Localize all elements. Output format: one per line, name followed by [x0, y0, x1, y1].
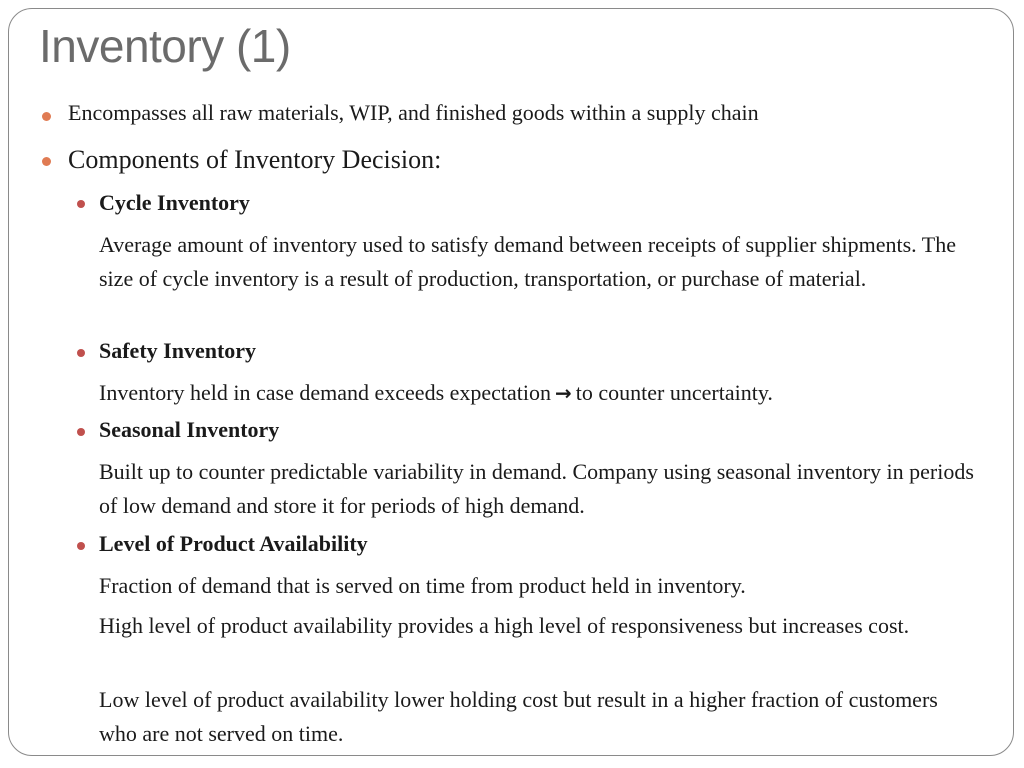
bullet-dot: [42, 157, 51, 166]
bullet-dot: [77, 200, 85, 208]
safety-text-before: Inventory held in case demand exceeds expectation: [99, 380, 552, 405]
cycle-inventory-heading: Cycle Inventory: [99, 190, 250, 215]
safety-inventory-heading: Safety Inventory: [99, 338, 257, 363]
bullet-dot: [77, 349, 85, 357]
intro-bullet: Encompasses all raw materials, WIP, and finished goods within a supply chain: [68, 100, 759, 125]
bullet-dot: [77, 428, 85, 436]
bullet-dot: [77, 542, 85, 550]
availability-text-3: Low level of product availability lower holding cost but result in a higher fraction of customers who are not served on time.: [99, 687, 938, 746]
seasonal-inventory-text: Built up to counter predictable variability in demand. Company using seasonal inventory in periods of low demand and store it for periods of high demand.: [99, 459, 974, 518]
slide-frame: [8, 8, 1014, 756]
components-heading: Components of Inventory Decision:: [68, 145, 442, 174]
arrow-right-icon: →: [555, 381, 572, 405]
safety-inventory-text: [99, 376, 979, 410]
slide-title: Inventory (1): [39, 20, 291, 72]
seasonal-inventory-heading: Seasonal Inventory: [99, 417, 280, 442]
safety-text-after: to counter uncertainty.: [575, 380, 773, 405]
availability-text-1: Fraction of demand that is served on time from product held in inventory.: [99, 573, 746, 598]
availability-text-2: High level of product availability provides a high level of responsiveness but increases cost.: [99, 613, 910, 638]
bullet-dot: [42, 112, 51, 121]
availability-heading: Level of Product Availability: [99, 531, 368, 556]
cycle-inventory-text: Average amount of inventory used to satisfy demand between receipts of supplier shipments. The size of cycle inventory is a result of production, transportation, or purchase of material.: [99, 232, 956, 291]
